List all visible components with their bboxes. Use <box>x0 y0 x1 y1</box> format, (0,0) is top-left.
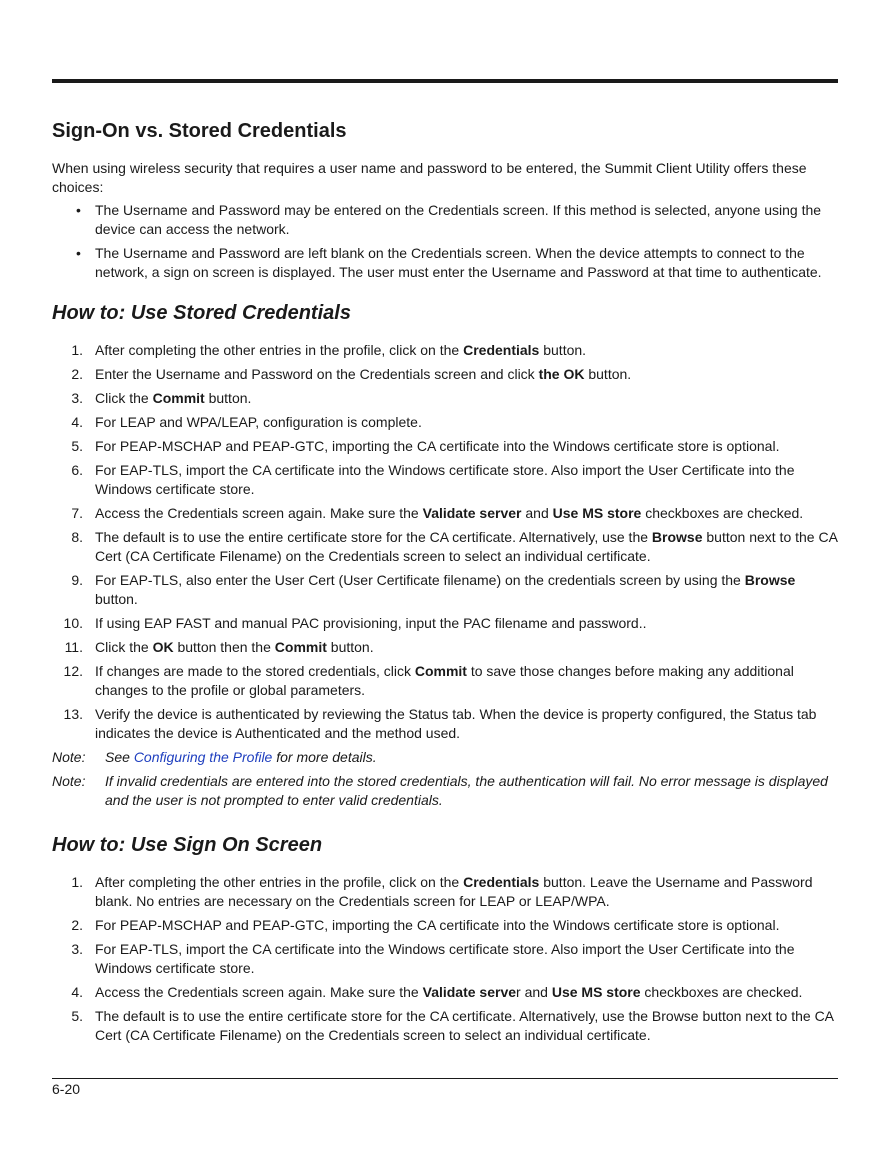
list-item <box>52 983 838 1002</box>
note-text: See <box>105 749 134 765</box>
step-number: 6. <box>71 462 83 478</box>
bullet-text: The Username and Password may be entered on the Credentials screen. If this method is selected, anyone using the device can access the network. <box>95 202 822 237</box>
text-run: For PEAP-MSCHAP and PEAP-GTC, importing the CA certificate into the Windows certificate store is optional. <box>95 438 780 454</box>
bold-term: Browse <box>651 529 703 545</box>
list-item <box>52 528 838 566</box>
list-item <box>52 504 838 523</box>
step-text <box>95 462 795 497</box>
page-content <box>52 119 838 1050</box>
note-text: for more details. <box>272 749 377 765</box>
step-number: 12. <box>63 663 83 679</box>
step-number: 13. <box>63 706 83 722</box>
step-text <box>95 390 251 406</box>
list-item <box>52 365 838 384</box>
step-text <box>95 615 647 631</box>
step-text <box>95 984 802 1000</box>
text-run: For LEAP and WPA/LEAP, configuration is complete. <box>95 414 422 430</box>
text-run: For EAP-TLS, import the CA certificate into the Windows certificate store. Also import the User Certificate into the Windows certificate store. <box>95 462 795 497</box>
bold-term: Commit <box>152 390 205 406</box>
bold-term: Validate serve <box>422 984 517 1000</box>
note-text: If invalid credentials are entered into the stored credentials, the authentication will fail. No error message is displayed and the user is not prompted to enter valid credentials. <box>105 773 828 808</box>
note-label: Note: <box>52 749 86 765</box>
sign-on-screen-heading: How to: Use Sign On Screen <box>52 834 323 856</box>
step-text <box>95 874 813 909</box>
step-number: 1. <box>71 342 83 358</box>
bold-term: Commit <box>274 639 327 655</box>
list-item <box>52 571 838 609</box>
configuring-profile-link[interactable]: Configuring the Profile <box>133 749 273 765</box>
text-run: Verify the device is authenticated by reviewing the Status tab. When the device is property configured, the Status tab indicates the device is Authenticated and the method used. <box>95 706 817 741</box>
intro-paragraph: When using wireless security that requires a user name and password to be entered, the Summit Client Utility offers these choices: <box>52 160 807 195</box>
text-run: button then the <box>173 639 275 655</box>
step-number: 10. <box>63 615 83 631</box>
step-number: 5. <box>71 438 83 454</box>
page-number: 6-20 <box>52 1081 81 1097</box>
text-run: button next to the CA Cert (CA Certificate Filename) on the Credentials screen to select an individual certificate. <box>95 529 838 564</box>
step-number: 2. <box>71 366 83 382</box>
text-run: button. <box>326 639 374 655</box>
step-text <box>95 366 631 382</box>
list-item <box>52 413 838 432</box>
text-run: button. <box>539 342 587 358</box>
step-number: 1. <box>71 874 83 890</box>
list-item <box>52 437 838 456</box>
text-run: checkboxes are checked. <box>641 505 804 521</box>
bold-term: Use MS store <box>551 984 641 1000</box>
text-run: button. <box>584 366 632 382</box>
step-number: 11. <box>64 639 83 655</box>
step-number: 3. <box>71 390 83 406</box>
list-item <box>52 662 838 700</box>
step-text <box>95 917 779 933</box>
step-text <box>95 529 837 564</box>
text-run: Click the <box>95 639 153 655</box>
step-text <box>95 941 795 976</box>
text-run: button. <box>95 591 138 607</box>
step-text <box>95 639 374 655</box>
note <box>52 748 838 767</box>
text-run: For PEAP-MSCHAP and PEAP-GTC, importing the CA certificate into the Windows certificate store is optional. <box>95 917 780 933</box>
step-text <box>95 663 794 698</box>
text-run: r and <box>516 984 552 1000</box>
list-item <box>52 461 838 499</box>
text-run: The default is to use the entire certificate store for the CA certificate. Alternatively, use the Browse button next to the CA Cert (CA Certificate Filename) on the Credentials screen to select an individual certificate. <box>95 1008 834 1043</box>
step-number: 2. <box>71 917 83 933</box>
list-item <box>52 341 838 360</box>
text-run: For EAP-TLS, also enter the User Cert (User Certificate filename) on the credentials screen by using the <box>95 572 745 588</box>
step-number: 5. <box>71 1008 83 1024</box>
bold-term: OK <box>152 639 174 655</box>
step-number: 3. <box>71 941 83 957</box>
list-item <box>52 873 838 911</box>
list-item <box>52 614 838 633</box>
top-rule <box>52 79 838 83</box>
bullet-icon: • <box>76 245 81 261</box>
step-text <box>95 505 803 521</box>
list-item <box>52 638 838 657</box>
bold-term: Credentials <box>463 342 540 358</box>
text-run: Access the Credentials screen again. Make sure the <box>95 505 423 521</box>
text-run: After completing the other entries in the profile, click on the <box>95 342 464 358</box>
text-run: After completing the other entries in the profile, click on the <box>95 874 464 890</box>
text-run: button. Leave the Username and Password blank. No entries are necessary on the Credentials screen for LEAP or LEAP/WPA. <box>95 874 813 909</box>
sign-on-screen-steps <box>52 873 838 1045</box>
text-run: If using EAP FAST and manual PAC provisioning, input the PAC filename and password.. <box>95 615 647 631</box>
bold-term: Browse <box>744 572 796 588</box>
bullet-icon: • <box>76 202 81 218</box>
list-item <box>52 940 838 978</box>
step-text <box>95 1008 833 1043</box>
text-run: Enter the Username and Password on the Credentials screen and click <box>95 366 539 382</box>
step-number: 4. <box>71 414 83 430</box>
bold-term: Validate server <box>422 505 522 521</box>
text-run: The default is to use the entire certificate store for the CA certificate. Alternatively, use the <box>95 529 652 545</box>
step-number: 4. <box>71 984 83 1000</box>
list-item <box>52 201 838 239</box>
bold-term: the OK <box>538 366 585 382</box>
list-item <box>52 1007 838 1045</box>
step-number: 8. <box>71 529 83 545</box>
stored-credentials-heading: How to: Use Stored Credentials <box>52 302 351 324</box>
bold-term: Commit <box>414 663 467 679</box>
step-text <box>95 572 795 607</box>
stored-credentials-steps <box>52 341 838 743</box>
text-run: Access the Credentials screen again. Make sure the <box>95 984 423 1000</box>
text-run: button. <box>204 390 252 406</box>
step-text <box>95 342 586 358</box>
list-item <box>52 916 838 935</box>
bold-term: Use MS store <box>552 505 642 521</box>
step-text <box>95 438 779 454</box>
list-item <box>52 244 838 282</box>
text-run: Click the <box>95 390 153 406</box>
text-run: and <box>521 505 553 521</box>
bold-term: Credentials <box>463 874 540 890</box>
text-run: If changes are made to the stored credentials, click <box>95 663 415 679</box>
bullet-text: The Username and Password are left blank on the Credentials screen. When the device attempts to connect to the network, a sign on screen is displayed. The user must enter the Username and Password at that time to authenticate. <box>95 245 822 280</box>
choices-list <box>52 201 838 282</box>
step-number: 7. <box>71 505 83 521</box>
footer-rule <box>52 1078 838 1079</box>
step-text <box>95 414 422 430</box>
list-item <box>52 389 838 408</box>
text-run: checkboxes are checked. <box>640 984 803 1000</box>
list-item <box>52 705 838 743</box>
step-text <box>95 706 816 741</box>
text-run: to save those changes before making any additional changes to the profile or global parameters. <box>95 663 794 698</box>
note-label: Note: <box>52 773 86 789</box>
step-number: 9. <box>71 572 83 588</box>
section-title: Sign-On vs. Stored Credentials <box>52 120 347 142</box>
stored-credentials-notes <box>52 748 838 810</box>
text-run: For EAP-TLS, import the CA certificate into the Windows certificate store. Also import the User Certificate into the Windows certificate store. <box>95 941 795 976</box>
note <box>52 772 838 810</box>
